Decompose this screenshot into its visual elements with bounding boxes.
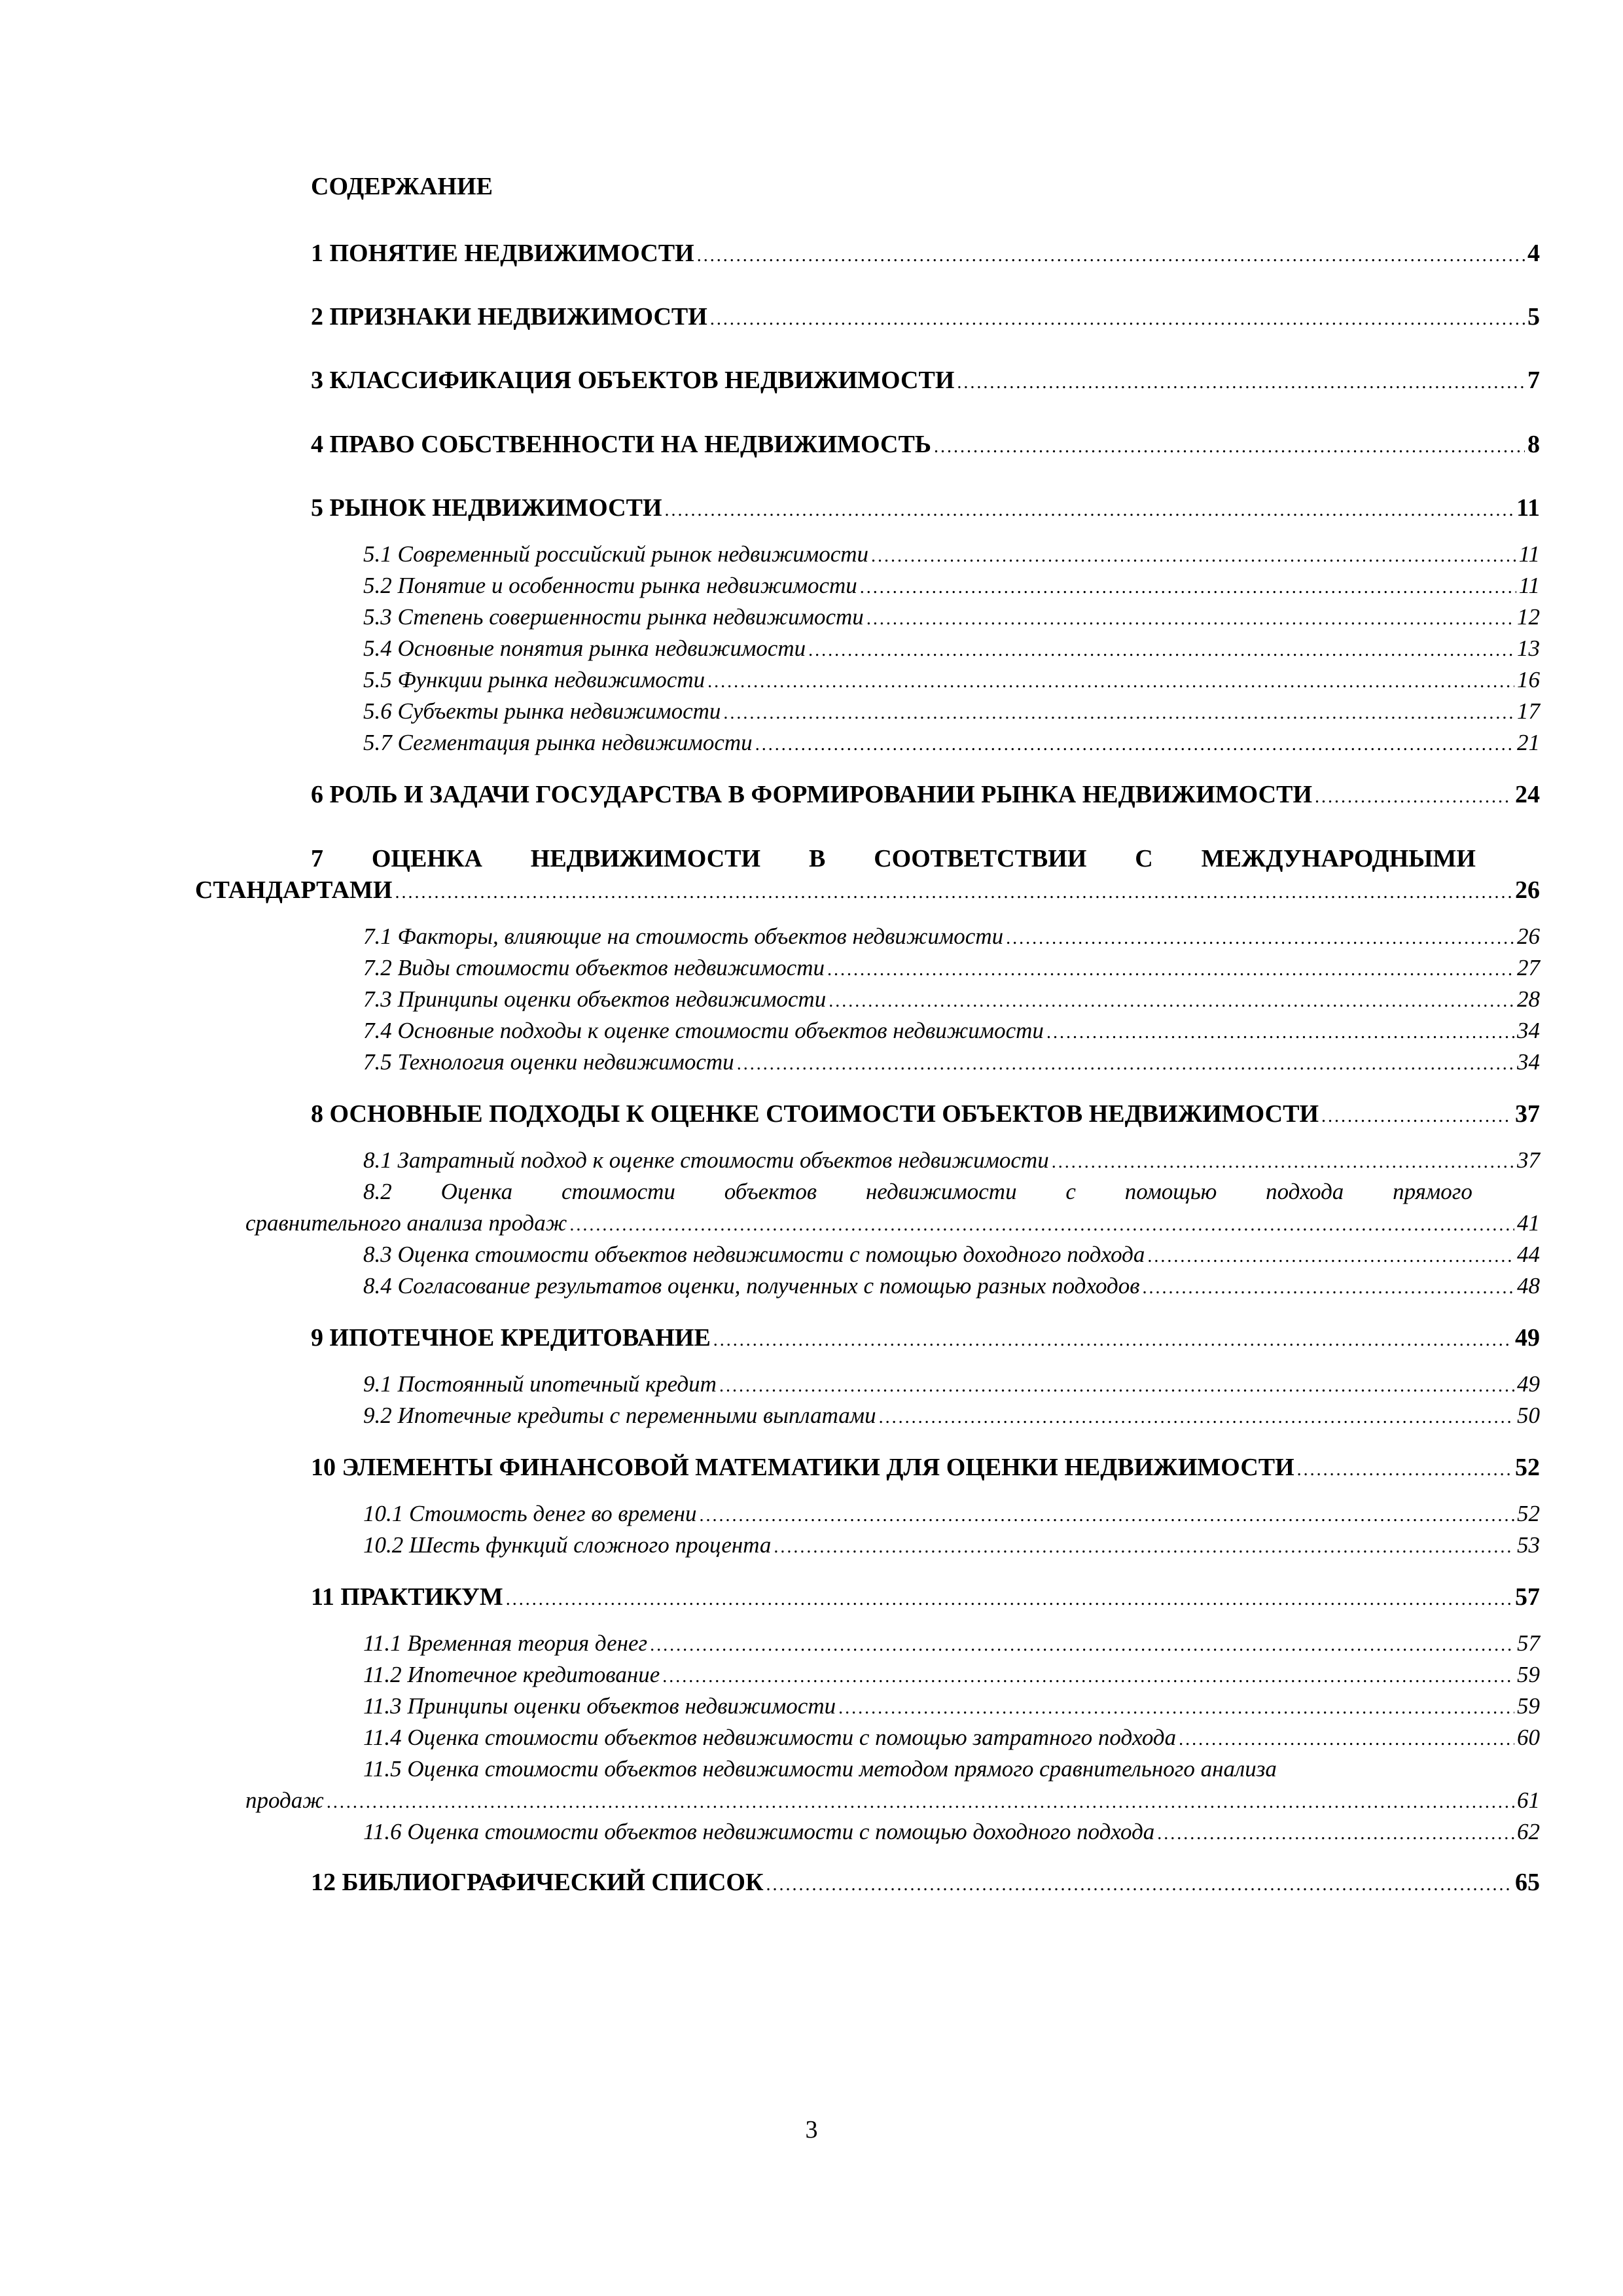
dot-leader (766, 1867, 1512, 1901)
toc-subentry[interactable] (363, 696, 1540, 726)
toc-subentry[interactable] (245, 1208, 1540, 1238)
toc-subentry[interactable] (363, 922, 1540, 952)
toc-word: стоимости (561, 1179, 675, 1204)
toc-entry-page: 34 (1517, 1049, 1540, 1075)
toc-entry-text: 5.5 Функции рынка недвижимости (363, 667, 705, 692)
toc-entry-page: 48 (1517, 1273, 1540, 1299)
dot-leader (808, 634, 1514, 666)
dot-leader (1147, 1240, 1514, 1272)
dot-leader (665, 492, 1514, 526)
dot-leader (1142, 1271, 1514, 1303)
toc-entry[interactable] (311, 1867, 1540, 1898)
toc-entry[interactable] (311, 238, 1540, 269)
toc-entry-page: 37 (1517, 1147, 1540, 1173)
dot-leader (957, 365, 1525, 399)
toc-word: 7 (311, 845, 323, 872)
toc-word: с (1065, 1179, 1076, 1204)
toc-entry[interactable] (195, 874, 1540, 906)
toc-entry-text: 8.3 Оценка стоимости объектов недвижимости с помощью доходного подхода (363, 1242, 1145, 1267)
dot-leader (1157, 1817, 1514, 1849)
toc-subentry[interactable] (363, 1817, 1540, 1847)
toc-entry-page: 60 (1517, 1725, 1540, 1750)
dot-leader (662, 1660, 1514, 1692)
dot-leader (710, 301, 1525, 335)
toc-entry-page: 59 (1517, 1662, 1540, 1687)
toc-entry-text: СТАНДАРТАМИ (195, 876, 393, 904)
toc-entry-page: 41 (1517, 1210, 1540, 1236)
dot-leader (838, 1691, 1514, 1723)
toc-subentry[interactable] (363, 1660, 1540, 1690)
toc-word: В (808, 845, 826, 872)
dot-leader (699, 1499, 1514, 1531)
toc-word: 8.2 (363, 1179, 392, 1204)
toc-entry-text: 12 БИБЛИОГРАФИЧЕСКИЙ СПИСОК (311, 1869, 764, 1896)
toc-entry-page: 49 (1517, 1371, 1540, 1397)
toc-subentry[interactable] (363, 1240, 1540, 1270)
toc-word: Оценка (440, 1179, 513, 1204)
toc-entry-page: 8 (1527, 431, 1540, 458)
toc-entry-text: 3 КЛАССИФИКАЦИЯ ОБЪЕКТОВ НЕДВИЖИМОСТИ (311, 367, 955, 394)
toc-subentry[interactable] (363, 571, 1540, 601)
toc-entry[interactable] (311, 301, 1540, 332)
toc-subentry[interactable] (363, 1271, 1540, 1301)
dot-leader (569, 1208, 1514, 1240)
toc-entry[interactable] (311, 1581, 1540, 1613)
dot-leader (879, 1401, 1514, 1433)
toc-entry-page: 17 (1517, 698, 1540, 724)
dot-leader (1297, 1452, 1512, 1486)
toc-word: прямого (1393, 1179, 1472, 1204)
toc-entry-text: 5 РЫНОК НЕДВИЖИМОСТИ (311, 494, 662, 522)
toc-subentry[interactable] (363, 728, 1540, 758)
toc-entry-text: 5.4 Основные понятия рынка недвижимости (363, 636, 806, 661)
dot-leader (707, 665, 1514, 697)
toc-entry-page: 62 (1517, 1819, 1540, 1844)
dot-leader (723, 696, 1514, 728)
toc-subentry[interactable] (363, 984, 1540, 1014)
toc-entry-page: 21 (1517, 730, 1540, 755)
toc-subentry[interactable] (363, 602, 1540, 632)
toc-word: недвижимости (865, 1179, 1017, 1204)
toc-entry-page: 24 (1515, 781, 1540, 808)
toc-entry-text: 7.1 Факторы, влияющие на стоимость объектов недвижимости (363, 924, 1004, 949)
toc-subentry[interactable] (363, 539, 1540, 569)
toc-entry-text: 6 РОЛЬ И ЗАДАЧИ ГОСУДАРСТВА В ФОРМИРОВАНИИ РЫНКА НЕДВИЖИМОСТИ (311, 781, 1313, 808)
dot-leader (395, 874, 1512, 908)
toc-entry-text: 9.1 Постоянный ипотечный кредит (363, 1371, 717, 1397)
toc-entry-line1[interactable] (311, 843, 1476, 874)
dot-leader (755, 728, 1514, 760)
toc-word: подхода (1266, 1179, 1344, 1204)
dot-leader (934, 429, 1525, 463)
toc-subentry[interactable] (363, 634, 1540, 664)
toc-subentry[interactable] (363, 1016, 1540, 1046)
toc-entry[interactable] (311, 1452, 1540, 1483)
toc-word: ОЦЕНКА (371, 845, 482, 872)
toc-word: объектов (724, 1179, 817, 1204)
toc-entry[interactable] (311, 429, 1540, 460)
dot-leader (860, 571, 1516, 603)
toc-entry-text: 11.4 Оценка стоимости объектов недвижимости с помощью затратного подхода (363, 1725, 1177, 1750)
toc-subentry-line1[interactable] (363, 1754, 1472, 1784)
toc-entry-page: 59 (1517, 1693, 1540, 1719)
dot-leader (1321, 1098, 1512, 1132)
toc-subentry[interactable] (363, 1530, 1540, 1560)
toc-entry-text: 11.5 Оценка стоимости объектов недвижимости методом прямого сравнительного анализа (363, 1756, 1277, 1782)
dot-leader (737, 1047, 1514, 1079)
dot-leader (327, 1785, 1514, 1818)
toc-subentry[interactable] (363, 1401, 1540, 1431)
dot-leader (1179, 1723, 1514, 1755)
toc-entry-page: 11 (1518, 573, 1540, 598)
toc-entry[interactable] (311, 1322, 1540, 1354)
toc-entry-page: 50 (1517, 1403, 1540, 1428)
toc-word: С (1135, 845, 1153, 872)
page-number: 3 (805, 2116, 818, 2144)
toc-entry-text: 5.1 Современный российский рынок недвижимости (363, 541, 869, 567)
toc-word: НЕДВИЖИМОСТИ (530, 845, 761, 872)
toc-entry-text: 7.4 Основные подходы к оценке стоимости объектов недвижимости (363, 1018, 1044, 1043)
toc-entry-text: 2 ПРИЗНАКИ НЕДВИЖИМОСТИ (311, 303, 707, 331)
dot-leader (1006, 922, 1514, 954)
toc-entry-page: 65 (1515, 1869, 1540, 1896)
dot-leader (1046, 1016, 1514, 1048)
toc-subentry[interactable] (363, 1047, 1540, 1077)
toc-entry-text: 10.2 Шесть функций сложного процента (363, 1532, 772, 1558)
toc-entry-page: 7 (1527, 367, 1540, 394)
toc-entry-page: 53 (1517, 1532, 1540, 1558)
toc-entry[interactable] (311, 779, 1540, 810)
toc-entry-text: 7.5 Технология оценки недвижимости (363, 1049, 734, 1075)
toc-entry-page: 28 (1517, 986, 1540, 1012)
toc-entry[interactable] (311, 492, 1540, 524)
dot-leader (697, 238, 1525, 272)
toc-entry[interactable] (311, 1098, 1540, 1130)
toc-subentry[interactable] (363, 1499, 1540, 1529)
toc-entry-page: 16 (1517, 667, 1540, 692)
toc-subentry[interactable] (363, 1691, 1540, 1721)
dot-leader (871, 539, 1516, 571)
dot-leader (650, 1628, 1514, 1660)
toc-entry-text: 5.7 Сегментация рынка недвижимости (363, 730, 753, 755)
toc-entry-text: 5.6 Субъекты рынка недвижимости (363, 698, 721, 724)
toc-entry-page: 4 (1527, 240, 1540, 267)
toc-entry-page: 11 (1516, 494, 1540, 522)
dot-leader (713, 1322, 1512, 1356)
toc-entry-text: 11.1 Временная теория денег (363, 1630, 648, 1656)
toc-entry-text: 5.3 Степень совершенности рынка недвижимости (363, 604, 864, 630)
dot-leader (719, 1369, 1514, 1401)
toc-subentry[interactable] (363, 1628, 1540, 1659)
dot-leader (827, 953, 1514, 985)
dot-leader (506, 1581, 1512, 1615)
toc-entry-page: 27 (1517, 955, 1540, 980)
toc-entry-text: 8.1 Затратный подход к оценке стоимости объектов недвижимости (363, 1147, 1049, 1173)
toc-entry-text: 4 ПРАВО СОБСТВЕННОСТИ НА НЕДВИЖИМОСТЬ (311, 431, 931, 458)
toc-entry-page: 57 (1517, 1630, 1540, 1656)
toc-entry-text: 9.2 Ипотечные кредиты с переменными выплатами (363, 1403, 876, 1428)
toc-entry-page: 52 (1515, 1454, 1540, 1481)
toc-entry-text: 8.4 Согласование результатов оценки, полученных с помощью разных подходов (363, 1273, 1140, 1299)
toc-entry[interactable] (311, 365, 1540, 396)
dot-leader (829, 984, 1514, 1016)
toc-entry-text: продаж (245, 1787, 324, 1813)
dot-leader (1052, 1145, 1514, 1177)
toc-entry-text: 10 ЭЛЕМЕНТЫ ФИНАНСОВОЙ МАТЕМАТИКИ ДЛЯ ОЦЕНКИ НЕДВИЖИМОСТИ (311, 1454, 1294, 1481)
toc-entry-text: 11.6 Оценка стоимости объектов недвижимости с помощью доходного подхода (363, 1819, 1155, 1844)
toc-entry-page: 37 (1515, 1100, 1540, 1128)
toc-entry-page: 26 (1517, 924, 1540, 949)
toc-subentry[interactable] (363, 1723, 1540, 1753)
dot-leader (774, 1530, 1514, 1562)
toc-entry-page: 44 (1517, 1242, 1540, 1267)
toc-entry-page: 12 (1517, 604, 1540, 630)
toc-entry-page: 34 (1517, 1018, 1540, 1043)
toc-entry-page: 49 (1515, 1324, 1540, 1352)
toc-subentry[interactable] (363, 1369, 1540, 1399)
toc-entry-page: 57 (1515, 1583, 1540, 1611)
toc-entry-text: 11.3 Принципы оценки объектов недвижимости (363, 1693, 836, 1719)
toc-entry-text: 5.2 Понятие и особенности рынка недвижимости (363, 573, 857, 598)
toc-entry-page: 26 (1515, 876, 1540, 904)
toc-entry-page: 13 (1517, 636, 1540, 661)
dot-leader (866, 602, 1514, 634)
dot-leader (1315, 779, 1512, 813)
toc-entry-text: 7.3 Принципы оценки объектов недвижимости (363, 986, 827, 1012)
toc-entry-page: 52 (1517, 1501, 1540, 1526)
toc-entry-text: 11 ПРАКТИКУМ (311, 1583, 503, 1611)
toc-entry-page: 61 (1517, 1787, 1540, 1813)
toc-subentry-line1[interactable] (363, 1177, 1472, 1207)
toc-subentry[interactable] (363, 953, 1540, 983)
toc-subentry[interactable] (363, 665, 1540, 695)
toc-word: СООТВЕТСТВИИ (874, 845, 1087, 872)
toc-entry-page: 5 (1527, 303, 1540, 331)
toc-title: СОДЕРЖАНИЕ (311, 173, 493, 200)
toc-entry-page: 11 (1518, 541, 1540, 567)
toc-entry-text: 11.2 Ипотечное кредитование (363, 1662, 660, 1687)
toc-word: МЕЖДУНАРОДНЫМИ (1201, 845, 1476, 872)
toc-entry-text: 1 ПОНЯТИЕ НЕДВИЖИМОСТИ (311, 240, 694, 267)
toc-word: помощью (1124, 1179, 1217, 1204)
toc-entry-text: 8 ОСНОВНЫЕ ПОДХОДЫ К ОЦЕНКЕ СТОИМОСТИ ОБЪЕКТОВ НЕДВИЖИМОСТИ (311, 1100, 1319, 1128)
toc-entry-text: 10.1 Стоимость денег во времени (363, 1501, 697, 1526)
toc-subentry[interactable] (245, 1785, 1540, 1816)
toc-subentry[interactable] (363, 1145, 1540, 1175)
toc-entry-text: сравнительного анализа продаж (245, 1210, 567, 1236)
toc-entry-text: 9 ИПОТЕЧНОЕ КРЕДИТОВАНИЕ (311, 1324, 711, 1352)
toc-entry-text: 7.2 Виды стоимости объектов недвижимости (363, 955, 825, 980)
